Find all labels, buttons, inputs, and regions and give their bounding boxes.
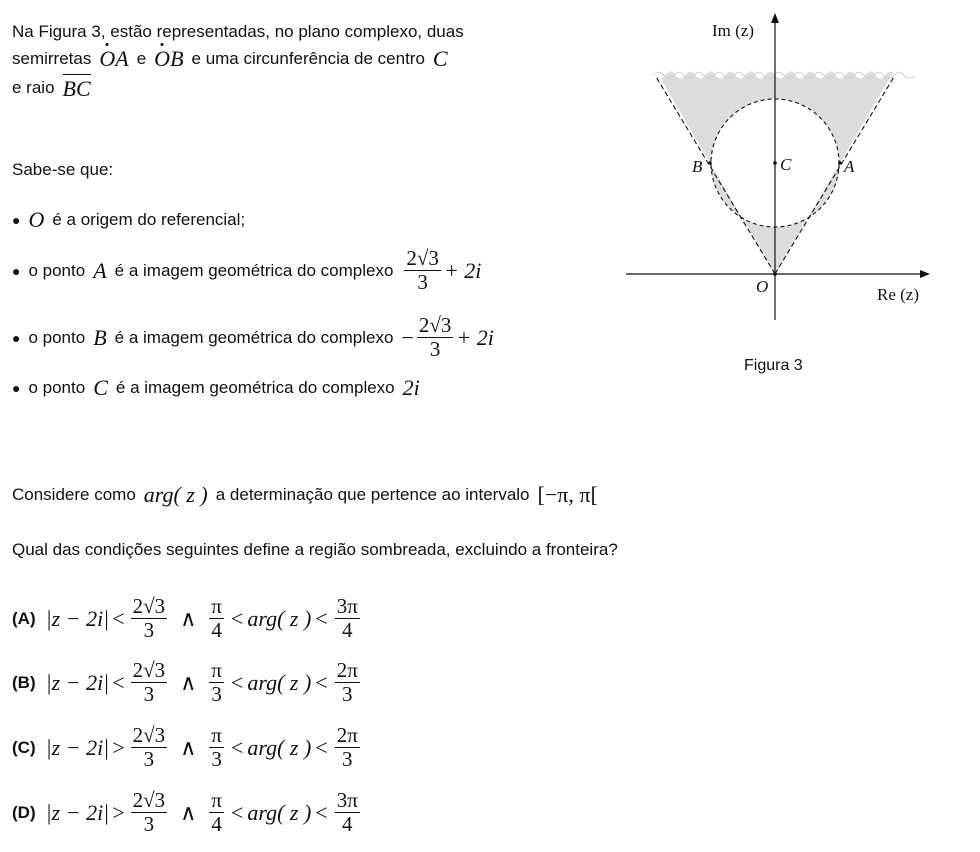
- point-c-letter: C: [93, 375, 108, 400]
- consider-pre: Considere como: [12, 485, 136, 504]
- point-c-dot: [773, 161, 777, 165]
- arg-expression: arg( z ): [247, 799, 312, 825]
- interval: [−π, π[: [537, 482, 598, 507]
- im-axis-arrow-icon: [771, 13, 779, 23]
- ray-ob: OB: [154, 46, 184, 71]
- point-c-label: C: [780, 155, 792, 174]
- less-than: <: [315, 605, 328, 631]
- point-b-label: B: [692, 157, 703, 176]
- frac-den: 3: [143, 618, 155, 642]
- option-letter: (A): [12, 608, 36, 628]
- less-than: <: [315, 669, 328, 695]
- abs-expression: |z − 2i|: [45, 669, 110, 695]
- point-b-dot: [708, 161, 712, 165]
- frac-den: 3: [143, 682, 155, 706]
- bullet-1-text: é a origem do referencial;: [52, 210, 246, 229]
- point-b-letter: B: [93, 324, 107, 350]
- arg-expression: arg( z ): [247, 605, 312, 631]
- bullet-3-text: é a imagem geométrica do complexo: [114, 327, 394, 347]
- frac-den: 3: [211, 747, 222, 771]
- ray-oa: OA: [99, 46, 129, 71]
- frac-den: 3: [211, 682, 222, 706]
- less-than: <: [230, 669, 244, 695]
- frac-num: 2√3: [132, 788, 166, 812]
- wedge-sign: ∧: [180, 799, 197, 825]
- known-text: Sabe-se que:: [12, 160, 114, 179]
- point-a-letter: A: [93, 257, 107, 283]
- intro-text-1: Na Figura 3, estão representadas, no plano complexo, duas: [12, 22, 464, 41]
- abs-expression: |z − 2i|: [45, 605, 110, 631]
- frac-den: 3: [342, 747, 353, 771]
- frac-den: 3: [417, 270, 428, 294]
- frac-num: π: [211, 788, 222, 812]
- point-a-label: A: [844, 157, 855, 176]
- comparison-sign: >: [112, 734, 125, 760]
- point-o-dot: [773, 272, 777, 276]
- frac-num: 2π: [336, 658, 358, 682]
- frac-den: 3: [429, 337, 441, 361]
- frac-num: 3π: [336, 788, 358, 812]
- bullet-4-pre: o ponto: [28, 378, 86, 397]
- intro-text-2b: e uma circunferência de centro: [191, 49, 425, 68]
- frac-num: 2√3: [132, 658, 166, 682]
- radius-segment: BC: [62, 76, 91, 101]
- frac-num: 3π: [336, 594, 358, 618]
- frac-den: 3: [143, 747, 155, 771]
- option-letter: (B): [12, 672, 36, 692]
- plus-2i: + 2i: [456, 324, 494, 350]
- intro-text-3: e raio: [12, 78, 55, 97]
- less-than: <: [230, 734, 244, 760]
- plus-2i: + 2i: [443, 257, 482, 283]
- frac-den: 4: [342, 618, 353, 642]
- wedge-sign: ∧: [180, 669, 197, 695]
- frac-num: π: [211, 594, 222, 618]
- bullet-4-text: é a imagem geométrica do complexo: [115, 378, 395, 397]
- option-letter: (D): [12, 802, 36, 822]
- comparison-sign: <: [112, 669, 125, 695]
- bullet-3-pre: o ponto: [28, 327, 86, 347]
- arg-expression: arg( z ): [247, 669, 312, 695]
- abs-expression: |z − 2i|: [45, 734, 110, 760]
- frac-num: 2π: [336, 723, 358, 747]
- question-text: Qual das condições seguintes define a região sombreada, excluindo a fronteira?: [12, 540, 618, 559]
- re-axis-label: Re (z): [877, 285, 920, 304]
- less-than: <: [315, 734, 328, 760]
- less-than: <: [315, 799, 328, 825]
- consider-mid: a determinação que pertence ao intervalo: [215, 485, 530, 504]
- intro-text-2: semirretas: [12, 49, 92, 68]
- wedge-sign: ∧: [180, 605, 197, 631]
- origin-label: O: [756, 277, 769, 296]
- center-letter: C: [432, 46, 448, 71]
- frac-den: 3: [143, 812, 155, 836]
- less-than: <: [230, 605, 244, 631]
- wedge-sign: ∧: [180, 734, 197, 760]
- bullet-2-pre: o ponto: [28, 260, 86, 280]
- re-axis-arrow-icon: [920, 270, 930, 278]
- option-letter: (C): [12, 737, 36, 757]
- comparison-sign: <: [112, 605, 125, 631]
- value-2i: 2i: [402, 375, 420, 400]
- less-than: <: [230, 799, 244, 825]
- minus-sign: −: [401, 324, 414, 350]
- frac-num: π: [211, 723, 222, 747]
- point-a-dot: [838, 161, 842, 165]
- origin-letter: O: [28, 207, 45, 232]
- bullet-icon: ●: [12, 329, 21, 346]
- frac-den: 3: [342, 682, 353, 706]
- frac-den: 4: [342, 812, 353, 836]
- frac-den: 4: [211, 618, 222, 642]
- im-axis-label: Im (z): [712, 21, 755, 40]
- bullet-icon: ●: [12, 380, 21, 396]
- bullet-2-text: é a imagem geométrica do complexo: [114, 260, 394, 280]
- comparison-sign: >: [112, 799, 125, 825]
- intro-and: e: [136, 49, 147, 68]
- frac-num: 2√3: [418, 313, 452, 337]
- frac-den: 4: [211, 812, 222, 836]
- frac-num: 2√3: [132, 723, 166, 747]
- frac-num: π: [211, 658, 222, 682]
- frac-num: 2√3: [132, 594, 166, 618]
- frac-num: 2√3: [406, 246, 439, 270]
- arg-expression: arg( z ): [143, 482, 208, 507]
- bullet-icon: ●: [12, 212, 21, 228]
- abs-expression: |z − 2i|: [45, 799, 110, 825]
- bullet-icon: ●: [12, 262, 21, 279]
- arg-expression: arg( z ): [247, 734, 312, 760]
- figure-caption: Figura 3: [744, 357, 803, 374]
